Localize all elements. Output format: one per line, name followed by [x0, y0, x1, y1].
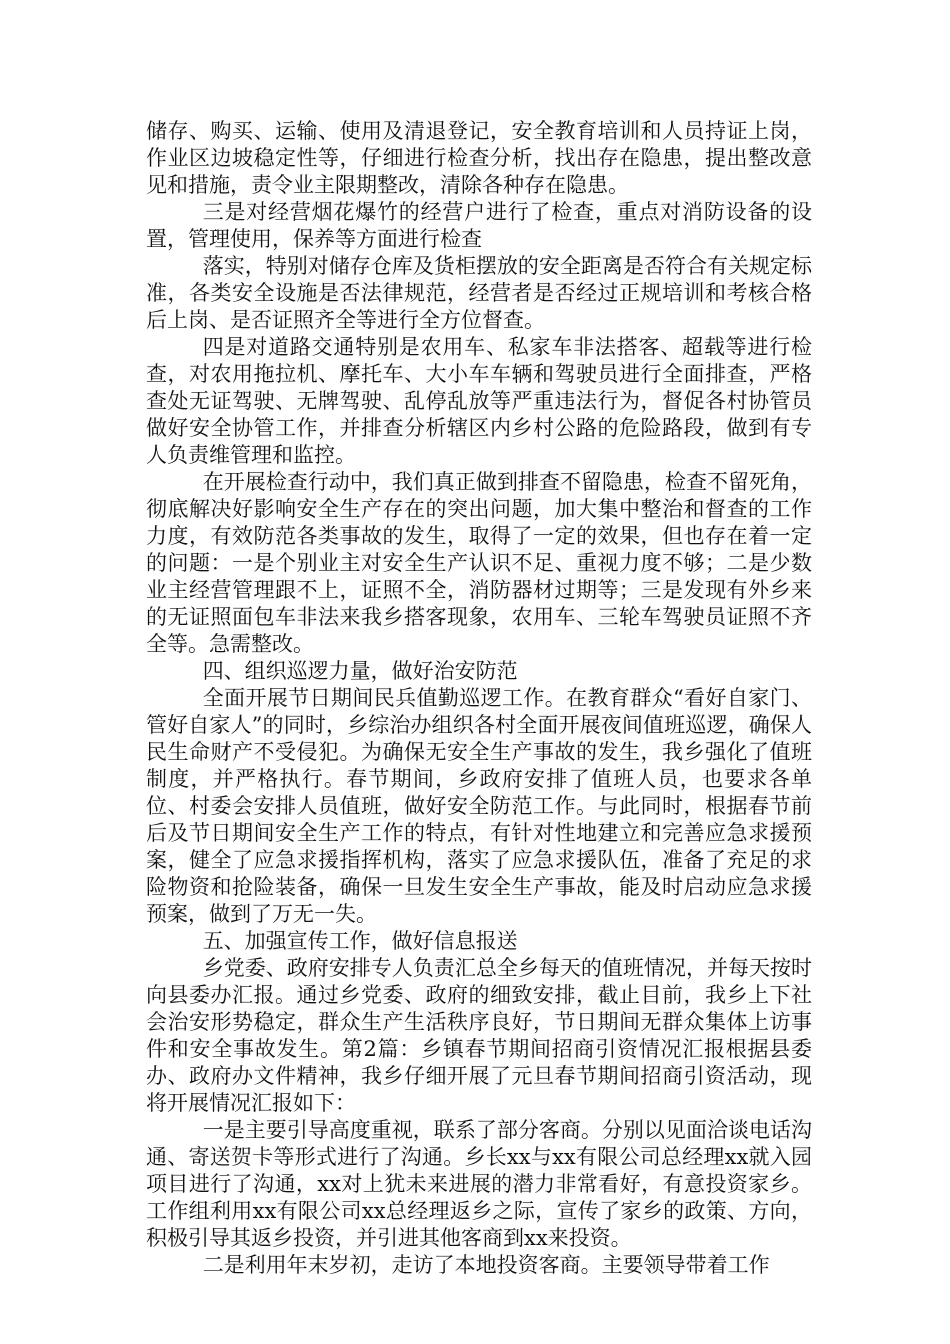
paragraph-reporting: 乡党委、政府安排专人负责汇总全乡每天的值班情况，并每天按时向县委办汇报。通过乡党委、政府的细致安排，截止目前，我乡上下社会治安形势稳定，群众生产生活秩序良好，节日期间无群众集体上访事件和安全事故发生。第2篇：乡镇春节期间招商引资情况汇报根据县委办、政府办文件精神，我乡仔细开展了元旦春节期间招商引资活动，现将开展情况汇报如下：	[146, 956, 812, 1115]
paragraph-investment-contact: 一是主要引导高度重视，联系了部分客商。分别以见面洽谈电话沟通、寄送贺卡等形式进行了沟通。乡长xx与xx有限公司总经理xx就入园项目进行了沟通，xx对上犹未来进展的潜力非常看好，有意投资家乡。工作组利用xx有限公司xx总经理返乡之际，宣传了家乡的政策、方向，积极引导其返乡投资，并引进其他客商到xx来投资。	[146, 1118, 812, 1250]
paragraph-fireworks-check: 三是对经营烟花爆竹的经营户进行了检查，重点对消防设备的设置，管理使用，保养等方面进行检查	[146, 200, 812, 251]
paragraph-local-investors: 二是利用年末岁初，走访了本地投资客商。主要领导带着工作	[202, 1253, 770, 1277]
paragraph-road-traffic: 四是对道路交通特别是农用车、私家车非法搭客、超载等进行检查，对农用拖拉机、摩托车、大小车车辆和驾驶员进行全面排查，严格查处无证驾驶、无牌驾驶、乱停乱放等严重违法行为，督促各村协管员做好安全协管工作，并排查分析辖区内乡村公路的危险路段，做到有专人负责维管理和监控。	[146, 335, 812, 467]
paragraph-patrol: 全面开展节日期间民兵值勤巡逻工作。在教育群众“看好自家门、管好自家人”的同时，乡综治办组织各村全面开展夜间值班巡逻，确保人民生命财产不受侵犯。为确保无安全生产事故的发生，我乡强化了值班制度，并严格执行。春节期间，乡政府安排了值班人员，也要求各单位、村委会安排人员值班，做好安全防范工作。与此同时，根据春节前后及节日期间安全生产工作的特点，有针对性地建立和完善应急求援预案，健全了应急求援指挥机构，落实了应急求援队伍，准备了充足的求险物资和抢险装备，确保一旦发生安全生产事故，能及时启动应急求援预案，做到了万无一失。	[146, 686, 812, 926]
document-body	[146, 118, 812, 1279]
paragraph-storage-inspection: 储存、购买、运输、使用及清退登记，安全教育培训和人员持证上岗，作业区边坡稳定性等，仔细进行检查分析，找出存在隐患，提出整改意见和措施，责令业主限期整改，清除各种存在隐患。	[146, 119, 812, 197]
paragraph-implementation: 落实，特别对储存仓库及货柜摆放的安全距离是否符合有关规定标准，各类安全设施是否法律规范，经营者是否经过正规培训和考核合格后上岗、是否证照齐全等进行全方位督查。	[146, 254, 812, 332]
section-heading-publicity: 五、加强宣传工作，做好信息报送	[202, 929, 518, 953]
section-heading-patrol: 四、组织巡逻力量，做好治安防范	[202, 659, 518, 683]
paragraph-inspection-results: 在开展检查行动中，我们真正做到排查不留隐患，检查不留死角，彻底解决好影响安全生产存在的突出问题，加大集中整治和督查的工作力度，有效防范各类事故的发生，取得了一定的效果，但也存在着一定的问题：一是个别业主对安全生产认识不足、重视力度不够；二是少数业主经营管理跟不上，证照不全，消防器材过期等；三是发现有外乡来的无证照面包车非法来我乡搭客现象，农用车、三轮车驾驶员证照不齐全等。急需整改。	[146, 470, 812, 656]
